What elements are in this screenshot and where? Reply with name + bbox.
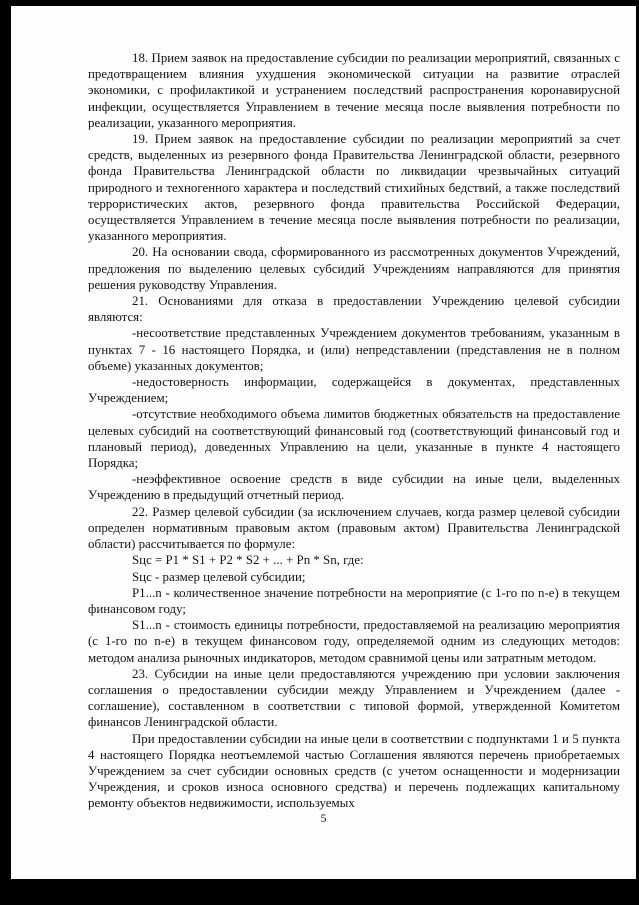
paragraph-18: 18. Прием заявок на предоставление субсидии по реализации мероприятий, связанных с предотвращением влияния ухудшения экономической ситуации на развитие отраслей экономики, с профилактикой и устранением последствий распространения коронавирусной инфекции, осуществляется Управлением в течение месяца после выявления потребности по реализации, указанного мероприятия. (88, 51, 620, 130)
paragraph-20: 20. На основании свода, сформированного из рассмотренных документов Учреждений, предложения по выделению целевых субсидий Учреждениям направляются для принятия решения руководству Управления. (88, 245, 620, 292)
paragraph-19: 19. Прием заявок на предоставление субсидии по реализации мероприятий за счет средств, выделенных из резервного фонда Правительства Ленинградской области, резервного фонда Правительства Ленинградской области по ликвидации чрезвычайных ситуаций природного и техногенного характера и последствий стихийных бедствий, а также последствий террористических актов, резервного фонда правительства Российской Федерации, осуществляется Управлением в течение месяца после выявления потребности по реализации, указанного мероприятия. (88, 132, 620, 244)
refusal-ground-4: -неэффективное освоение средств в виде субсидии на иные цели, выделенных Учреждению в предыдущий отчетный период. (88, 472, 620, 503)
formula-definition-s-unit: S1...n - стоимость единицы потребности, предоставляемой на реализацию мероприятия (с 1-го по n-е) в текущем финансовом году, определяемой одним из следующих методов: методом анализа рыночных индикаторов, методом сравнимой цены или затратным методом. (88, 618, 620, 665)
refusal-ground-3: -отсутствие необходимого объема лимитов бюджетных обязательств на предоставление целевых субсидий на соответствующий финансовый год (соответствующий финансовый год и плановый период), доведенных Управлению на цели, указанные в пункте 4 настоящего Порядка; (88, 407, 620, 471)
page-number: 5 (320, 811, 327, 825)
formula-definition-s: Sцс - размер целевой субсидии; (132, 569, 306, 584)
paragraph-21: 21. Основаниями для отказа в предоставлении Учреждению целевой субсидии являются: (88, 294, 620, 325)
paragraph-23: 23. Субсидии на иные цели предоставляются учреждению при условии заключения соглашения о предоставлении субсидии между Управлением и Учреждением (далее - соглашение), составленном в соответствии с типовой формой, утвержденной Комитетом финансов Ленинградской области. (88, 666, 620, 730)
paragraph-23-continuation: При предоставлении субсидии на иные цели в соответствии с подпунктами 1 и 5 пункта 4 настоящего Порядка неотъемлемой частью Соглашения являются перечень приобретаемых Учреждением за счет субсидии основных средств (с учетом оснащенности и модернизации Учреждения, и сроков износа основного средства) и перечень подлежащих капитальному ремонту объектов недвижимости, используемых (88, 731, 620, 811)
subsidy-formula: Sцс = P1 * S1 + P2 * S2 + ... + Pn * Sn, где: (132, 553, 364, 568)
document-body (88, 50, 620, 812)
refusal-ground-2: -недостоверность информации, содержащейся в документах, представленных Учреждением; (88, 375, 620, 406)
paragraph-22: 22. Размер целевой субсидии (за исключением случаев, когда размер целевой субсидии определен нормативным правовым актом (правовым актом) Правительства Ленинградской области) рассчитывается по формуле: (88, 504, 620, 552)
refusal-ground-1: -несоответствие представленных Учреждением документов требованиям, указанным в пунктах 7 - 16 настоящего Порядка, и (или) непредставлении (представления не в полном объеме) указанных документов; (88, 326, 620, 373)
formula-definition-p: P1...n - количественное значение потребности на мероприятие (с 1-го по n-е) в текущем финансовом году; (88, 585, 620, 616)
document-page (11, 6, 636, 879)
